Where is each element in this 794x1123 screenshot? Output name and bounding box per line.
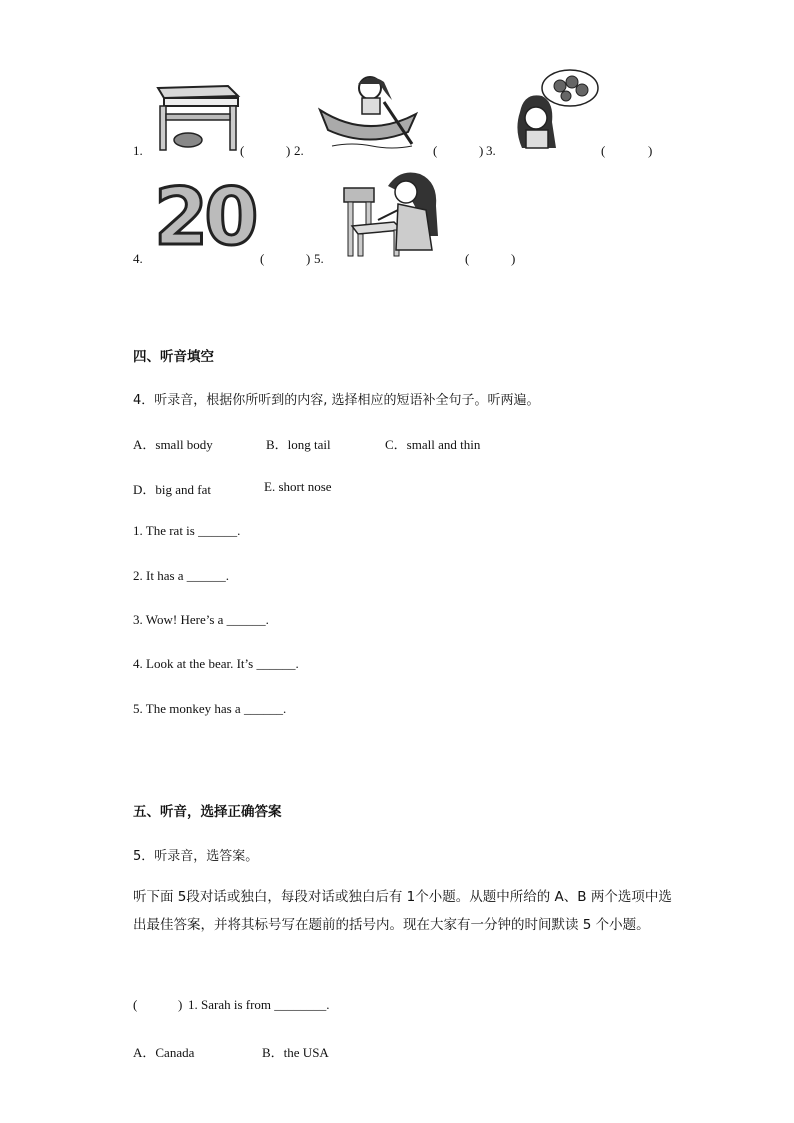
question-option-b: B．the USA bbox=[262, 1045, 329, 1060]
section5-paragraph: 听下面 5段对话或独白，每段对话或独白后有 1个小题。从题中所给的 A、B 两个选项中选出最佳答案，并将其标号写在题前的括号内。现在大家有一分钟的时间默读 5 个小题。 bbox=[133, 889, 672, 933]
answer-paren-3-close: ) bbox=[648, 143, 653, 158]
section5-instruction: 5．听录音，选答案。 bbox=[133, 849, 259, 864]
answer-paren-5-close: ) bbox=[511, 251, 516, 266]
section5-title: 五、听音，选择正确答案 bbox=[133, 804, 282, 820]
desk-illustration bbox=[150, 80, 242, 154]
girl-rowing-boat-illustration bbox=[312, 70, 422, 156]
item-number-2: 2. bbox=[294, 143, 304, 158]
fill-sentence-3: 3. Wow! Here’s a ______. bbox=[133, 612, 269, 627]
fill-sentence-2: 2. It has a ______. bbox=[133, 568, 230, 583]
fill-sentence-1: 1. The rat is ______. bbox=[133, 523, 241, 538]
question-1: 1. Sarah is from ________. bbox=[188, 997, 330, 1012]
section4-title: 四、听音填空 bbox=[133, 349, 214, 365]
fill-sentence-4: 4. Look at the bear. It’s ______. bbox=[133, 656, 299, 671]
answer-paren-1-open: ( bbox=[240, 143, 245, 158]
option-d: D．big and fat bbox=[133, 482, 211, 497]
answer-paren-4-open: ( bbox=[260, 251, 265, 266]
answer-paren-4-close: ) bbox=[306, 251, 311, 266]
item-number-5: 5. bbox=[314, 251, 324, 266]
answer-paren-2-close: ) bbox=[479, 143, 484, 158]
section4-instruction: 4．听录音，根据你所听到的内容, 选择相应的短语补全句子。听两遍。 bbox=[133, 393, 540, 408]
answer-paren-5-open: ( bbox=[465, 251, 470, 266]
answer-paren-3-open: ( bbox=[601, 143, 606, 158]
question-paren-close: ) bbox=[178, 997, 183, 1012]
item-number-3: 3. bbox=[486, 143, 496, 158]
item-number-1: 1. bbox=[133, 143, 143, 158]
question-option-a: A．Canada bbox=[133, 1045, 195, 1060]
girl-with-chair-illustration bbox=[338, 166, 448, 258]
answer-paren-2-open: ( bbox=[433, 143, 438, 158]
number-twenty-illustration: 20 bbox=[154, 173, 255, 263]
option-e: E. short nose bbox=[264, 479, 332, 494]
question-paren-open: ( bbox=[133, 997, 138, 1012]
girl-thinking-strawberries-illustration bbox=[508, 68, 600, 152]
option-b: B．long tail bbox=[266, 437, 331, 452]
answer-paren-1-close: ) bbox=[286, 143, 291, 158]
fill-sentence-5: 5. The monkey has a ______. bbox=[133, 701, 287, 716]
option-c: C．small and thin bbox=[385, 437, 481, 452]
option-a: A．small body bbox=[133, 437, 213, 452]
item-number-4: 4. bbox=[133, 251, 143, 266]
